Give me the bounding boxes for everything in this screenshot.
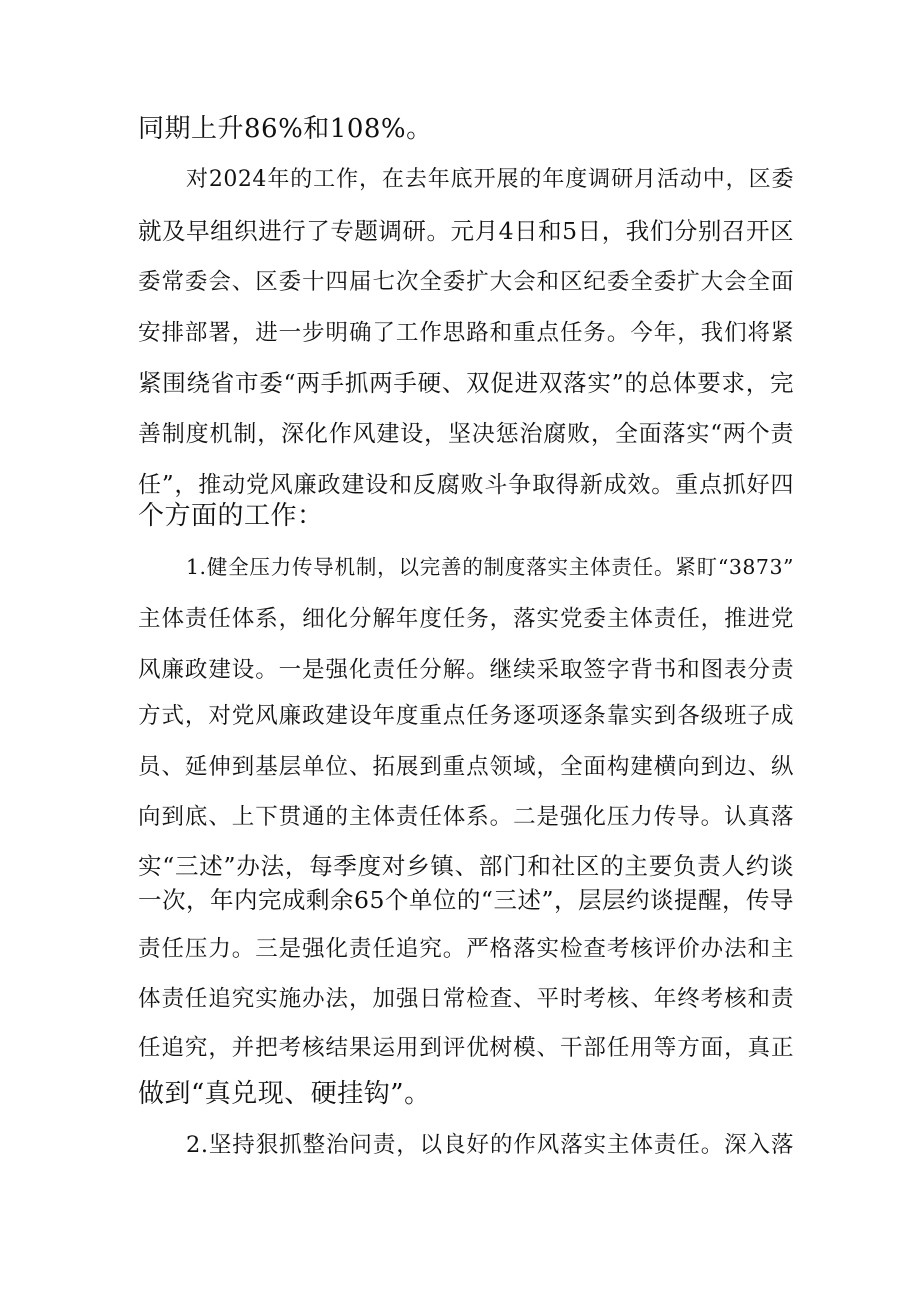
text-line: 2.坚持狠抓整治问责，以良好的作风落实主体责任。深入落 (186, 1132, 794, 1158)
text-line: 同期上升86%和108%。 (138, 114, 433, 144)
text-line: 责任压力。三是强化责任追究。严格落实检查考核评价办法和主 (138, 936, 794, 962)
text-line: 方式，对党风廉政建设年度重点任务逐项逐条靠实到各级班子成 (138, 703, 794, 729)
text-line: 安排部署，进一步明确了工作思路和重点任务。今年，我们将紧 (138, 320, 794, 346)
text-line: 善制度机制，深化作风建设，坚决惩治腐败，全面落实“两个责 (138, 421, 794, 447)
text-line: 向到底、上下贯通的主体责任体系。二是强化压力传导。认真落 (138, 804, 794, 830)
text-line: 对2024年的工作，在去年底开展的年度调研月活动中，区委 (186, 167, 794, 192)
text-line: 1.健全压力传导机制，以完善的制度落实主体责任。紧盯“3873” (186, 555, 794, 579)
text-line: 体责任追究实施办法，加强日常检查、平时考核、年终考核和责 (138, 986, 794, 1012)
text-line: 风廉政建设。一是强化责任分解。继续采取签字背书和图表分责 (138, 657, 794, 683)
text-line: 一次，年内完成剩余65个单位的“三述”，层层约谈提醒，传导 (138, 886, 794, 914)
text-line: 任”，推动党风廉政建设和反腐败斗争取得新成效。重点抓好四 (138, 472, 794, 498)
text-line: 紧围绕省市委“两手抓两手硬、双促进双落实”的总体要求，完 (138, 369, 794, 397)
text-line: 实“三述”办法，每季度对乡镇、部门和社区的主要负责人约谈 (138, 852, 794, 880)
text-line: 做到“真兑现、硬挂钩”。 (138, 1079, 431, 1109)
text-line: 个方面的工作： (138, 501, 324, 531)
text-line: 员、延伸到基层单位、拓展到重点领域，全面构建横向到边、纵 (138, 754, 794, 780)
text-line: 任追究，并把考核结果运用到评优树模、干部任用等方面，真正 (138, 1035, 794, 1061)
text-line: 主体责任体系，细化分解年度任务，落实党委主体责任，推进党 (138, 606, 794, 632)
text-line: 委常委会、区委十四届七次全委扩大会和区纪委全委扩大会全面 (138, 269, 794, 295)
text-line: 就及早组织进行了专题调研。元月4日和5日，我们分别召开区 (138, 217, 794, 245)
